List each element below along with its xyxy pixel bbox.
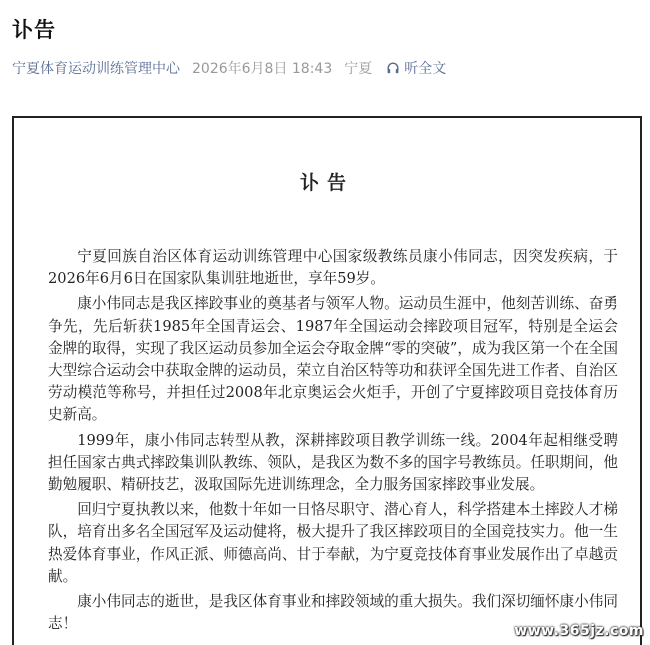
notice-paragraph: 宁夏回族自治区体育运动训练管理中心国家级教练员康小伟同志，因突发疾病，于2026年6月6日在国家队集训驻地逝世，享年59岁。: [48, 248, 618, 288]
site-watermark: www.365jz.com: [514, 623, 644, 639]
source-account-link[interactable]: 宁夏体育运动训练管理中心: [12, 61, 180, 77]
notice-heading: 讣告: [299, 172, 354, 194]
obituary-notice-image: [12, 116, 642, 645]
notice-paragraph: 康小伟同志的逝世，是我区体育事业和摔跤领域的重大损失。我们深切缅怀康小伟同志！: [48, 593, 618, 633]
listen-full-label: 听全文: [404, 61, 447, 77]
notice-paragraph: 1999年，康小伟同志转型从教，深耕摔跤项目教学训练一线。2004年起相继受聘担任国家古典式摔跤集训队教练、领队，是我区为数不多的国字号教练员。任职期间，他勤勉履职、精研技艺，汲取国际先进训练理念，全力服务国家摔跤事业发展。: [48, 431, 618, 494]
publish-date: 2026年6月8日 18:43: [192, 61, 333, 77]
publish-region: 宁夏: [344, 61, 373, 77]
article-meta: [12, 58, 446, 78]
notice-body: [48, 246, 618, 638]
listen-full-button[interactable]: [386, 58, 446, 78]
notice-paragraph: 康小伟同志是我区摔跤事业的奠基者与领军人物。运动员生涯中，他刻苦训练、奋勇争先，先后斩获1985年全国青运会、1987年全国运动会摔跤项目冠军，特别是全运会金牌的取得，实现了我区运动员参加全运会夺取金牌“零的突破”，成为我区第一个在全国大型综合运动会中获取金牌的运动员，荣立自治区特等功和获评全国先进工作者、自治区劳动模范等称号，并担任过2008年北京奥运会火炬手，开创了宁夏摔跤项目竞技体育历史新高。: [48, 295, 618, 424]
notice-paragraph: 回归宁夏执教以来，他数十年如一日恪尽职守、潜心育人，科学搭建本土摔跤人才梯队，培育出多名全国冠军及运动健将，极大提升了我区摔跤项目的全国竞技实力。他一生热爱体育事业，作风正派、师德高尚、甘于奉献，为宁夏竞技体育事业发展作出了卓越贡献。: [48, 501, 618, 585]
headphones-icon: [386, 61, 400, 75]
article-title: 讣告: [12, 18, 56, 42]
